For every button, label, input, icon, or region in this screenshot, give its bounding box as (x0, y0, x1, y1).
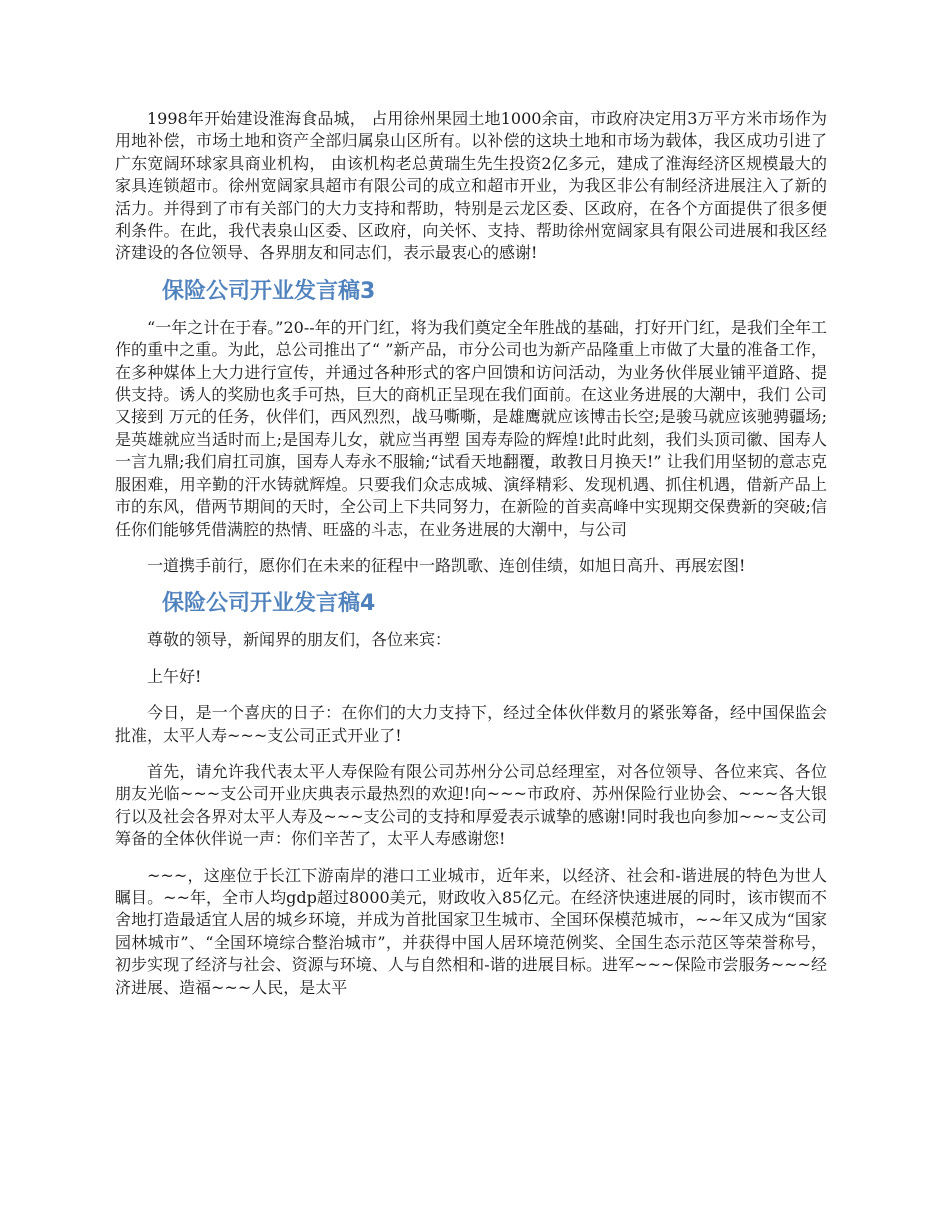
section-4-heading: 保险公司开业发言稿4 (162, 591, 376, 617)
section-4-paragraph-city: ~~~，这座位于长江下游南岸的港口工业城市，近年来，以经济、社会和-谐进展的特色为世人瞩目。~~年，全市人均gdp超过8000美元，财政收入85亿元。在经济快速进展的同时，该市锲而不舍地打造最适宜人居的城乡环境，并成为首批国家卫生城市、全国环保模范城市，~~年又成为“国家园林城市”、“全国环境综合整治城市”，并获得中国人居环境范例奖、全国生态示范区等荣誉称号，初步实现了经济与社会、资源与环境、人与自然相和-谐的进展目标。进军~~~保险市尝服务~~~经济进展、造福~~~人民，是太平 (115, 865, 827, 997)
section-4-paragraph-opening: 今日，是一个喜庆的日子：在你们的大力支持下，经过全体伙伴数月的紧张筹备，经中国保监会批准，太平人寿~~~支公司正式开业了! (115, 703, 827, 745)
section-3-paragraph-1: “一年之计在于春。”20--年的开门红，将为我们奠定全年胜战的基础，打好开门红，是我们全年工作的重中之重。为此，总公司推出了“ ”新产品，市分公司也为新产品隆重上市做了大量的准备工作，在多种媒体上大力进行宣传，并通过各种形式的客户回馈和访问活动，为业务伙伴展业铺平道路、提供支持。诱人的奖励也炙手可热，巨大的商机正呈现在我们面前。在这业务进展的大潮中，我们 公司又接到 万元的任务，伙伴们，西风烈烈，战马嘶嘶，是雄鹰就应该博击长空;是骏马就应该驰骋疆场;是英雄就应当适时而上;是国寿儿女，就应当再塑 国寿寿险的辉煌!此时此刻，我们头顶司徽、国寿人一言九鼎;我们肩扛司旗，国寿人寿永不服输;“试看天地翻覆，敢教日月换天!” 让我们用坚韧的意志克服困难，用辛勤的汗水铸就辉煌。只要我们众志成城、演绎精彩、发现机遇、抓住机遇，借新产品上市的东风，借两节期间的天时，全公司上下共同努力，在新险的首卖高峰中实现期交保费新的突破;信任你们能够凭借满腔的热情、旺盛的斗志，在业务进展的大潮中，与公司 (115, 317, 827, 539)
section-4-paragraph-thanks: 首先，请允许我代表太平人寿保险有限公司苏州分公司总经理室，对各位领导、各位来宾、各位朋友光临~~~支公司开业庆典表示最热烈的欢迎!向~~~市政府、苏州保险行业协会、~~~各大银行以及社会各界对太平人寿及~~~支公司的支持和厚爱表示诚挚的感谢!同时我也向参加~~~支公司筹备的全体伙伴说一声：你们辛苦了，太平人寿感谢您! (115, 761, 827, 849)
section-3-paragraph-2: 一道携手前行，愿你们在未来的征程中一路凯歌、连创佳绩，如旭日高升、再展宏图! (147, 555, 746, 575)
section-4-morning: 上午好! (147, 666, 202, 686)
section-3-heading: 保险公司开业发言稿3 (162, 278, 376, 304)
section-4-greeting: 尊敬的领导，新闻界的朋友们，各位来宾： (147, 630, 452, 650)
document-page (115, 108, 827, 999)
intro-paragraph: 1998年开始建设淮海食品城， 占用徐州果园土地1000余亩，市政府决定用3万平方米市场作为用地补偿，市场土地和资产全部归属泉山区所有。以补偿的这块土地和市场为载体，我区成功引进了广东宽阔环球家具商业机构， 由该机构老总黄瑞生先生投资2亿多元，建成了淮海经济区规模最大的家具连锁超市。徐州宽阔家具超市有限公司的成立和超市开业，为我区非公有制经济进展注入了新的活力。并得到了市有关部门的大力支持和帮助，特别是云龙区委、区政府，在各个方面提供了很多便利条件。在此，我代表泉山区委、区政府，向关怀、支持、帮助徐州宽阔家具有限公司进展和我区经济建设的各位领导、各界朋友和同志们，表示最衷心的感谢! (115, 109, 827, 263)
